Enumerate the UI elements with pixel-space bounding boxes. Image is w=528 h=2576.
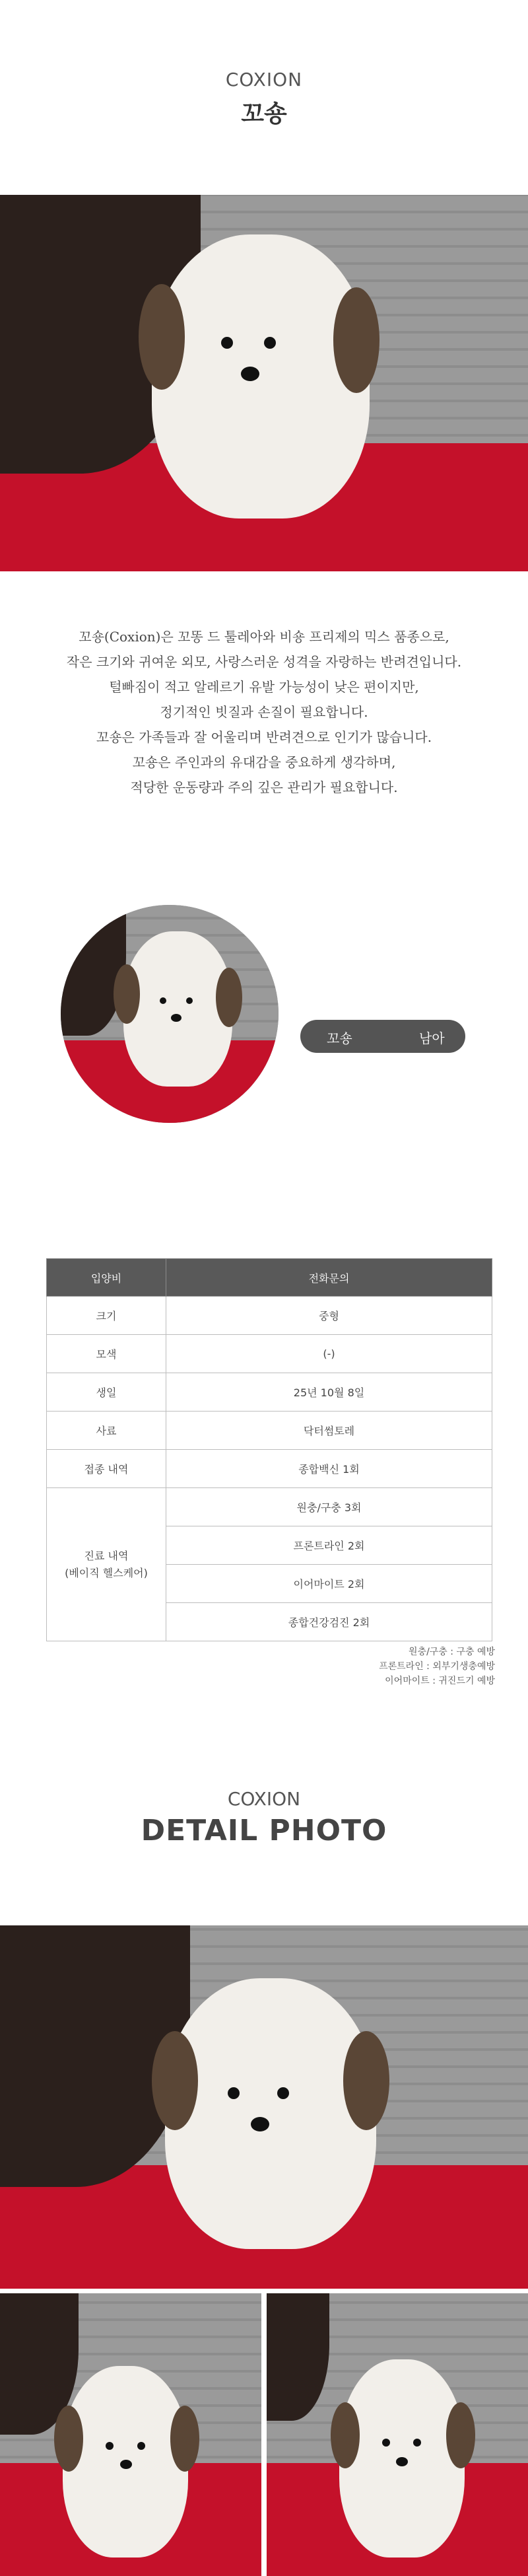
description-line: 적당한 운동량과 주의 깊은 관리가 필요합니다.	[130, 779, 398, 795]
breed-description	[0, 624, 528, 800]
breed-sex-tag	[300, 1020, 465, 1053]
tag-sex: 남아	[419, 1030, 445, 1046]
header-cell: 입양비	[47, 1259, 166, 1297]
page-title: 꼬숑	[241, 100, 287, 127]
description-line: 털빠짐이 적고 알레르기 유발 가능성이 낮은 편이지만,	[109, 679, 419, 695]
info-table	[46, 1258, 492, 1641]
detail-brand-label: COXION	[227, 1788, 301, 1810]
table-row	[47, 1488, 492, 1526]
brand-label: COXION	[225, 69, 303, 90]
care-label-line: (베이직 헬스케어)	[65, 1566, 148, 1579]
detail-photo-left	[0, 2293, 261, 2576]
table-row	[47, 1373, 492, 1412]
detail-title: DETAIL PHOTO	[141, 1814, 387, 1847]
description-line: 꼬숑은 주인과의 유대감을 중요하게 생각하며,	[132, 754, 396, 770]
note-line: 원충/구충 : 구충 예방	[409, 1647, 495, 1657]
header-cell: 전화문의	[166, 1259, 492, 1297]
row-label: 사료	[47, 1412, 166, 1450]
row-value: 중형	[166, 1297, 492, 1335]
note-line: 이어마이트 : 귀진드기 예방	[385, 1676, 495, 1686]
detail-photo-large	[0, 1925, 528, 2289]
table-header-row	[47, 1259, 492, 1297]
table-row	[47, 1297, 492, 1335]
care-label-line: 진료 내역	[84, 1549, 129, 1562]
description-line: 꼬숑(Coxion)은 꼬똥 드 툴레아와 비숑 프리제의 믹스 품종으로,	[79, 629, 449, 645]
hero-photo	[0, 195, 528, 571]
description-line: 꼬숑은 가족들과 잘 어울리며 반려견으로 인기가 많습니다.	[96, 729, 432, 745]
care-item: 이어마이트 2회	[166, 1565, 492, 1603]
description-line: 작은 크기와 귀여운 외모, 사랑스러운 성격을 자랑하는 반려견입니다.	[66, 654, 462, 670]
table-row	[47, 1450, 492, 1488]
description-line: 정기적인 빗질과 손질이 필요합니다.	[160, 704, 368, 720]
row-label: 생일	[47, 1373, 166, 1412]
table-row	[47, 1412, 492, 1450]
note-line: 프론트라인 : 외부기생충예방	[379, 1661, 495, 1672]
care-notes	[379, 1645, 495, 1688]
care-label	[47, 1488, 166, 1641]
care-item: 프론트라인 2회	[166, 1526, 492, 1565]
table-row	[47, 1335, 492, 1373]
row-label: 크기	[47, 1297, 166, 1335]
row-value: 닥터썸토레	[166, 1412, 492, 1450]
tag-breed: 꼬숑	[327, 1030, 352, 1046]
row-label: 접종 내역	[47, 1450, 166, 1488]
row-value: (-)	[166, 1335, 492, 1373]
row-value: 25년 10월 8일	[166, 1373, 492, 1412]
care-item: 원충/구충 3회	[166, 1488, 492, 1526]
row-label: 모색	[47, 1335, 166, 1373]
row-value: 종합백신 1회	[166, 1450, 492, 1488]
detail-photo-right	[267, 2293, 528, 2576]
care-item: 종합건강검진 2회	[166, 1603, 492, 1641]
profile-photo	[61, 905, 279, 1123]
